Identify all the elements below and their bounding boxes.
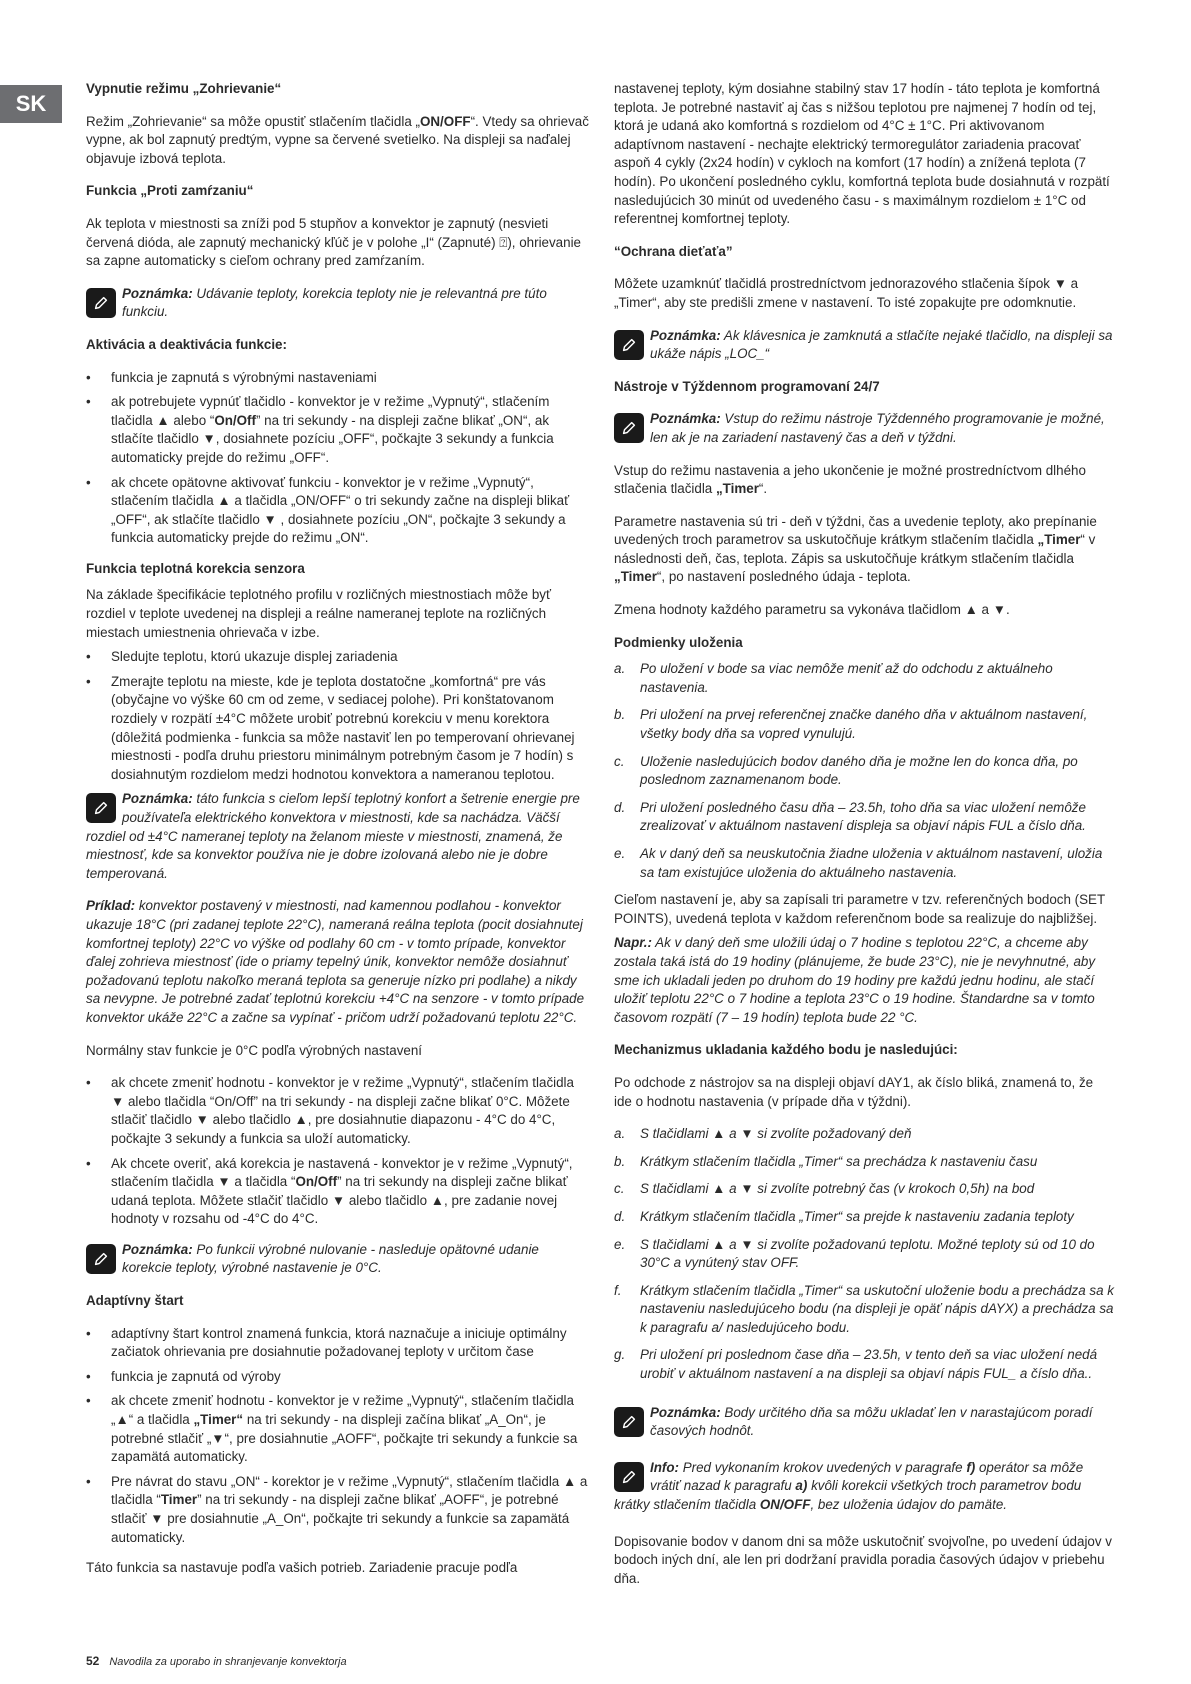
- sensor-list: [86, 648, 589, 784]
- note-sensor: Poznámka: táto funkcia s cieľom lepší teplotný konfort a šetrenie energie pre používateľa elektrického konvektora v miestnosti, kde sa nachádza. Väčší rozdiel od ±4°C nameranej teploty na želanom mieste v miestnosti, znamená, že miestnosť, kde sa konvektor používa nie je dobre izolovaná alebo nie je dobre temperovaná.: [86, 791, 580, 881]
- list-item: • ak chcete opätovne aktivovať funkciu - konvektor je v režime „Vypnutý“, stlačením tlačidla ▲ a tlačidla „ON/OFF“ o tri sekundy začne na displeji blikať „OFF“, ak stlačíte tlačidlo ▼ , dosiahnete pozíciu „ON“, počkajte 3 sekundy a funkcia automaticky prejde do režimu „ON“.: [86, 474, 589, 548]
- heading-heating-off: Vypnutie režimu „Zohrievanie“: [86, 81, 282, 96]
- steps-list: [614, 1125, 1114, 1384]
- paragraph-continued: nastavenej teploty, kým dosiahne stabilný stav 17 hodín - táto teplota je komfortná teplota. Je potrebné nastaviť aj čas s nižšou teplotou pre najmenej 7 hodín od tej, ktorá je udaná ako komfortná s rozdielom od 4°C ± 1°C. Pri aktivovanom adaptívnom nastavení - nechajte elektrický termoregulátor zariadenia pracovať aspoň 4 cykly (2x24 hodín) v cykloch na komfort (17 hodín) a znížená teplota (7 hodín). Po ukončení posledného cyklu, komfortná teplota bude dosiahnutá v rozpätí nasledujúcich 30 minút od uvedeného času - s maximálnym rozdielom ± 1°C od referentnej komfortnej teploty.: [614, 81, 1110, 227]
- paragraph-enter-mode: Vstup do režimu nastavenia a jeho ukončenie je možné prostredníctvom dlhého stlačenia tlačidla „Timer“.: [614, 462, 1086, 497]
- list-item: • adaptívny štart kontrol znamená funkcia, ktorá naznačuje a iniciuje optimálny začiatok ohrievania pre dosiahnutie požadovanej teploty v určitom čase: [86, 1325, 589, 1362]
- paragraph-heating-off: Režim „Zohrievanie“ sa môže opustiť stlačením tlačidla „ON/OFF“. Vtedy sa ohrievač vypne, ak bol zapnutý predtým, vypne sa červené svetielko. Na displeji sa naďalej objavuje izbová teplota.: [86, 113, 589, 166]
- pencil-icon: [614, 413, 644, 443]
- list-item: • ak chcete zmeniť hodnotu - konvektor je v režime „Vypnutý“, stlačením tlačidla „▲“ a tlačidla „Timer“ na tri sekundy - na displeji začína blikať „A_On“, je potrebné stlačiť „▼“, pre dosiahnutie „AOFF“, počkajte tri sekundy a funkcie sa zapamätá automaticky.: [86, 1392, 589, 1466]
- left-column: [86, 80, 589, 1592]
- list-item: c. S tlačidlami ▲ a ▼ si zvolíte potrebný čas (v krokoch 0,5h) na bod: [614, 1181, 1035, 1197]
- list-item: b. Krátkym stlačením tlačidla „Timer“ sa prechádza k nastaveniu času: [614, 1153, 1038, 1169]
- pencil-icon: [86, 1244, 116, 1274]
- paragraph-child-lock: Môžete uzamknúť tlačidlá prostredníctvom jednorazového stlačenia šípok ▼ a „Timer“, aby ste predišli zmene v nastavení. To isté zopakujte pre odomknutie.: [614, 276, 1079, 310]
- note-reset: Poznámka: Po funkcii výrobné nulovanie - nasleduje opätovné udanie korekcie teploty, výrobné nastavenie je 0°C.: [86, 1241, 589, 1278]
- list-item: • Pre návrat do stavu „ON“ - korektor je v režime „Vypnutý“, stlačením tlačidla ▲ a tlačidla “Timer” na tri sekundy - na displeji začne blikať „AOFF“, je potrebné stlačiť ▼ pre dosiahnutie „A_On“, počkajte tri sekundy a funkcie sa zapamätá automaticky.: [86, 1473, 589, 1547]
- heading-mechanism: Mechanizmus ukladania každého bodu je nasledujúci:: [614, 1042, 958, 1058]
- list-item: g. Pri uložení pri poslednom čase dňa – 23.5h, v tento deň sa viac uložení nedá urobiť v aktuálnom nastavení a na displeji sa objaví nápis FUL_ a číslo dňa..: [614, 1347, 1098, 1382]
- footer-text: Navodila za uporabo in shranjevanje konvektorja: [109, 1656, 347, 1668]
- example-paragraph: Príklad: konvektor postavený v miestnosti, nad kamennou podlahou - konvektor ukazuje 18°C (pri zadanej teplote 22°C), nameraná reálna teplota (pocit dosiahnutej komfortnej teploty) 22°C vo výške od podlahy 60 cm - v tomto prípade, konvektor ďalej zohrieva miestnosť (ide o priamy tepelný únik, konvektor nemôže dosiahnuť požadovanú teplotu nakoľko meraná teplota sa generuje nízko pri podlahe) a nikdy sa nevypne. Je potrebné zadať teplotnú korekciu +4°C na senzore - v tomto prípade konvektor ukáže 22°C a začne sa vypínať - pričom udrží požadovanú teplotu 22°C.: [86, 898, 585, 1025]
- list-item: f. Krátkym stlačením tlačidla „Timer“ sa uskutoční uloženie bodu a prechádza sa k nastaveniu nasledujúceho bodu (na displeji je opäť nápis dAYX) a prechádza sa k paragrafu a/ nasledujúceho bodu.: [614, 1282, 1114, 1335]
- paragraph-normal-state: Normálny stav funkcie je 0°C podľa výrobných nastavení: [86, 1042, 423, 1058]
- heading-save-conditions: Podmienky uloženia: [614, 634, 743, 650]
- paragraph-anti-freeze: Ak teplota v miestnosti sa zníži pod 5 stupňov a konvektor je zapnutý (nesvieti červená dióda, ale zapnutý mechanický kľúč je v polohe „I“ (Zapnuté) ⍰), ohrievanie sa zapne automaticky s cieľom ochrany pred zamŕzaním.: [86, 215, 582, 269]
- note-ascending-order: Poznámka: Body určitého dňa sa môžu ukladať len v narastajúcom poradí časových hodnôt.: [614, 1404, 1114, 1441]
- paragraph-mechanism: Po odchode z nástrojov sa na displeji objaví dAY1, ak číslo bliká, znamená to, že ide o hodnotu nastavenia (v prípade dňa v týždni).: [614, 1074, 1094, 1109]
- paragraph-final: Dopisovanie bodov v danom dni sa môže uskutočniť svojvoľne, po uvedení údajov v bodoch iných dní, ale len pri dodržaní pravidla poradia časových údajov v priebehu dňa.: [614, 1533, 1112, 1586]
- pencil-icon: [86, 793, 116, 823]
- heading-activation: Aktivácia a deaktivácia funkcie:: [86, 336, 287, 352]
- list-item: • Zmerajte teplotu na mieste, kde je teplota dostatočne „komfortná“ pre vás (obyčajne vo výške 60 cm od zeme, v sediacej polohe). Pri konštatovanom rozdiely v rozpätí ±4°C môžete urobiť potrebnú korekciu v menu korektora (dôležitá podmienka - funkcia sa môže nastaviť len po temperovaní ohrievanej miestnosti - podľa druhu priestoru minimálnym potrebným časom je 7 hodín) s dosiahnutým rozdielom medzi hodnotou konvektora a nameranou teplotou.: [86, 673, 589, 785]
- note-info: Info: Pred vykonaním krokov uvedených v paragrafe f) operátor sa môže vrátiť nazad k paragrafu a) kvôli korekcii všetkých troch parametrov bodu krátky stlačením tlačidla ON/OFF, bez uloženia údajov do pamäte.: [614, 1459, 1084, 1513]
- activation-list: [86, 369, 589, 548]
- paragraph-value-change: Zmena hodnoty každého parametru sa vykonáva tlačidlom ▲ a ▼.: [614, 602, 1010, 618]
- correction-list: [86, 1074, 589, 1229]
- list-item: c. Uloženie nasledujúcich bodov daného dňa je možne len do konca dňa, po poslednom zaznamenanom bode.: [614, 753, 1078, 788]
- paragraph-adaptive-end: Táto funkcia sa nastavuje podľa vašich potrieb. Zariadenie pracuje podľa: [86, 1560, 518, 1576]
- save-conditions-list: [614, 660, 1114, 882]
- pencil-icon: [614, 1407, 644, 1437]
- page-footer: [86, 1654, 347, 1668]
- paragraph-parameters: Parametre nastavenia sú tri - deň v týždni, čas a uvedenie teploty, ako prepínanie uvedených troch parametrov sa uskutočňuje krátkym stlačením tlačidla „Timer“ v následnosti deň, čas, teplota. Zápis sa uskutočňuje krátkym stlačením tlačidla „Timer“, po nastavení posledného údaja - teplota.: [614, 513, 1097, 585]
- list-item: • funkcia je zapnutá s výrobnými nastaveniami: [86, 369, 589, 388]
- pencil-icon: [86, 288, 116, 318]
- language-tab: SK: [0, 85, 62, 123]
- list-item: d. Krátkym stlačením tlačidla „Timer“ sa prejde k nastaveniu zadania teploty: [614, 1208, 1074, 1224]
- pencil-icon: [614, 330, 644, 360]
- page-number: 52: [86, 1654, 100, 1668]
- adaptive-list: [86, 1325, 589, 1548]
- list-item: b. Pri uložení na prvej referenčnej značke daného dňa v aktuálnom nastavení, všetky body dňa sa vopred vynulujú.: [614, 707, 1088, 742]
- list-item: d. Pri uložení posledného času dňa – 23.5h, toho dňa sa viac uložení nemôže zrealizovať v aktuálnom nastavení displeja sa objaví nápis FUL a číslo dňa.: [614, 799, 1086, 834]
- heading-adaptive-start: Adaptívny štart: [86, 1293, 184, 1309]
- list-item: • ak potrebujete vypnúť tlačidlo - konvektor je v režime „Vypnutý“, stlačením tlačidla ▲ alebo “On/Off” na tri sekundy - na displeji začne blikať „ON“, ak stlačíte tlačidlo ▼, dosiahnete pozíciu „OFF“, počkajte 3 sekundy a funkcia automaticky prejde do režimu „OFF“.: [86, 393, 589, 467]
- list-item: • ak chcete zmeniť hodnotu - konvektor je v režime „Vypnutý“, stlačením tlačidla ▼ alebo tlačidla “On/Off” na tri sekundy - na displeji začne blikať 0°C. Môžete stlačiť tlačidlo ▼ alebo tlačidlo ▲, pre dosiahnutie diapazonu - 4°C do 4°C, počkajte 3 sekundy a funkcia sa uloží automaticky.: [86, 1074, 589, 1148]
- note-keyboard-locked: Poznámka: Ak klávesnica je zamknutá a stlačíte nejaké tlačidlo, na displeji sa ukáže nápis „LOC_“: [614, 327, 1114, 364]
- heading-anti-freeze: Funkcia „Proti zamŕzaniu“: [86, 183, 254, 199]
- list-item: a. Po uložení v bode sa viac nemôže meniť až do odchodu z aktuálneho nastavenia.: [614, 661, 1053, 695]
- heading-child-lock: “Ochrana dieťaťa”: [614, 243, 733, 259]
- paragraph-set-points: Cieľom nastavení je, aby sa zapísali tri parametre v tzv. referenčných bodoch (SET POINTS), uvedená teplota v každom referenčnom bode sa realizuje do najbližšej.: [614, 892, 1105, 926]
- list-item: • Ak chcete overiť, aká korekcia je nastavená - konvektor je v režime „Vypnutý“, stlačením tlačidla ▼ a tlačidla “On/Off” na tri sekundy na displeji začne blikať udaná teplota. Môžete stlačiť tlačidlo ▼ alebo tlačidlo ▲, pre zadanie novej hodnoty v rozsahu od -4°C do 4°C.: [86, 1155, 589, 1229]
- pencil-icon: [614, 1462, 644, 1492]
- note-weekly-programming: Poznámka: Vstup do režimu nástroje Týždenného programovanie je možné, len ak je na zariadení nastavený čas a deň v týždni.: [614, 410, 1114, 447]
- paragraph-sensor: Na základe špecifikácie teplotného profilu v rozličných miestnostiach môže byť rozdiel v teplote uvedenej na displeji a reálne nameranej teplote na rozličných miestach umiestnenia ohrievača v izbe.: [86, 587, 551, 640]
- heading-weekly-programming: Nástroje v Týždennom programovaní 24/7: [614, 378, 880, 394]
- heading-sensor-correction: Funkcia teplotná korekcia senzora: [86, 560, 305, 576]
- list-item: e. S tlačidlami ▲ a ▼ si zvolíte požadovanú teplotu. Možné teploty sú od 10 do 30°C a vynútený stav OFF.: [614, 1236, 1095, 1271]
- note-anti-freeze: Poznámka: Udávanie teploty, korekcia teploty nie je relevantná pre túto funkciu.: [86, 285, 589, 322]
- example-paragraph: Napr.: Ak v daný deň sme uložili údaj o 7 hodine s teplotou 22°C, a chceme aby zostala taká istá do 19 hodiny (plánujeme, že bude 23°C), nie je nevyhnutné, aby sme ich ukladali jeden po druhom do 19 hodiny pre každú jednu hodinu, ale stačí uložiť teplotu 22°C o 7 hodine a teplota 23°C o 19 hodine. Štandardne sa v tomto časovom rozpätí (7 – 19 hodín) teplota bude 22 °C.: [614, 935, 1096, 1025]
- list-item: • Sledujte teplotu, ktorú ukazuje displej zariadenia: [86, 648, 589, 667]
- right-column: [614, 80, 1114, 1602]
- list-item: e. Ak v daný deň sa neuskutočnia žiadne uloženia v aktuálnom nastavení, uložia sa tam existujúce uloženia do aktuálneho nastavenia.: [614, 846, 1103, 880]
- list-item: • funkcia je zapnutá od výroby: [86, 1368, 589, 1387]
- list-item: a. S tlačidlami ▲ a ▼ si zvolíte požadovaný deň: [614, 1126, 912, 1142]
